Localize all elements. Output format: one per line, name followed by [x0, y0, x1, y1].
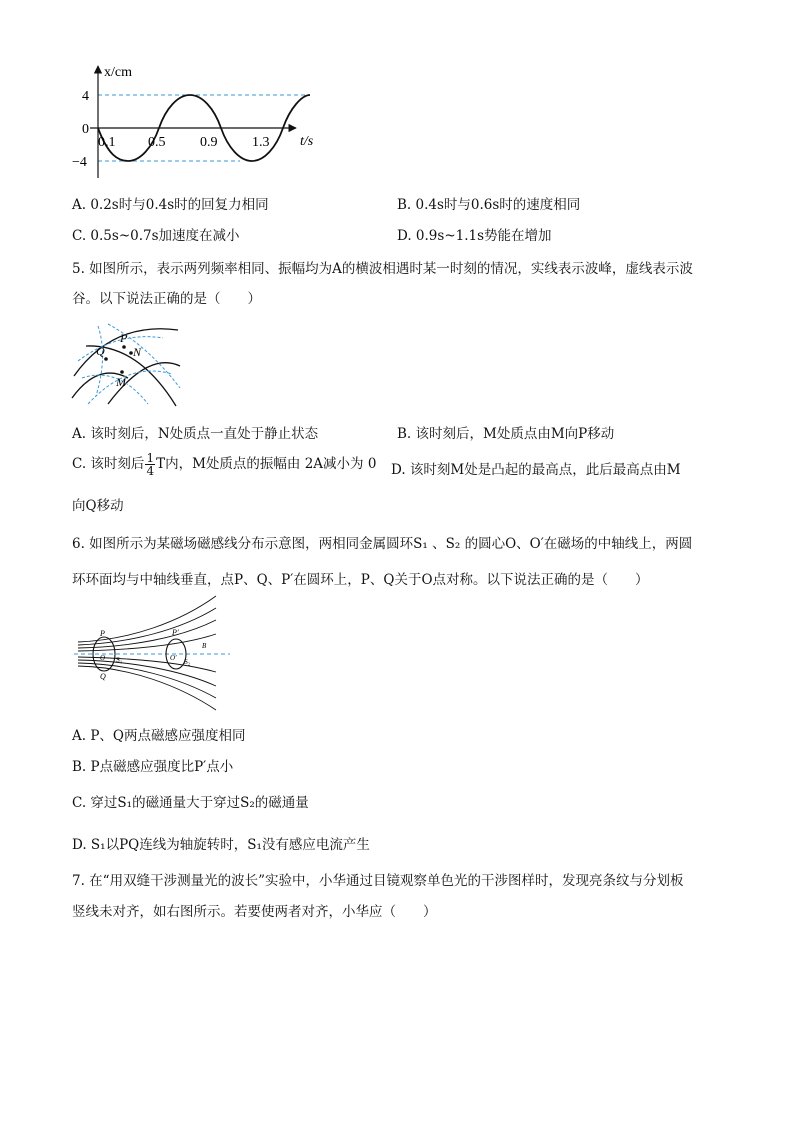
q6-magnetic-field-figure — [70, 592, 240, 712]
x-tick-0.9: 0.9 — [200, 135, 218, 150]
y-axis-label: x/cm — [104, 65, 132, 80]
y-tick-minus-4: −4 — [72, 155, 87, 170]
t-axis-label: t/s — [300, 134, 314, 149]
label-q: Q — [100, 672, 106, 681]
label-p-prime: P′ — [172, 628, 179, 637]
label-b: B — [202, 642, 207, 650]
q5-option-d-line2: 向Q移动 — [72, 498, 124, 514]
trough-arc-5 — [96, 326, 103, 396]
q6-stem-line1: 6. 如图所示为某磁场磁感线分布示意图，两相同金属圆环S₁ 、S₂ 的圆心O、O′在磁场的中轴线上，两圆 — [72, 536, 693, 552]
label-m: M — [116, 375, 126, 389]
q5-wave-interference-figure — [68, 316, 188, 408]
q6-option-b: B. P点磁感应强度比P′点小 — [72, 759, 234, 775]
q6-stem-line2: 环环面均与中轴线垂直，点P、Q、P′在圆环上，P、Q关于O点对称。以下说法正确的是（ ） — [72, 572, 649, 588]
q5-option-c-prefix: C. 该时刻后 — [72, 456, 145, 472]
q5-stem-line2: 谷。以下说法正确的是（ ） — [72, 291, 261, 307]
q6-option-a: A. P、Q两点磁感应强度相同 — [72, 728, 246, 744]
q7-stem-line1: 7. 在“用双缝干涉测量光的波长”实验中，小华通过目镜观察单色光的干涉图样时，发现亮条纹与分划板 — [72, 873, 684, 889]
label-p: P — [100, 629, 105, 638]
label-n: N — [133, 345, 142, 359]
q5-option-c-suffix: T内，M处质点的振幅由 2A减小为 0 — [156, 456, 377, 472]
q4-option-d: D. 0.9s~1.1s势能在增加 — [397, 228, 552, 244]
point-p-dot — [122, 345, 126, 349]
q5-stem-line1: 5. 如图所示，表示两列频率相同、振幅均为A的横波相遇时某一时刻的情况，实线表示波峰，虚线表示波 — [72, 261, 693, 277]
y-tick-4: 4 — [82, 89, 89, 104]
q5-option-b: B. 该时刻后，M处质点由M向P移动 — [397, 426, 615, 442]
q5-option-d-line1: D. 该时刻M处是凸起的最高点，此后最高点由M — [391, 462, 681, 478]
point-q-dot — [104, 357, 108, 361]
field-lines — [78, 596, 216, 710]
label-q: Q — [96, 344, 105, 358]
point-m-dot — [120, 370, 124, 374]
label-s2: S₂ — [184, 658, 191, 666]
q4-option-a: A. 0.2s时与0.4s时的回复力相同 — [72, 197, 269, 213]
label-o: O — [100, 654, 106, 662]
x-tick-0.1: 0.1 — [98, 135, 116, 150]
label-o-prime: O′ — [170, 654, 177, 662]
label-s1: S₁ — [116, 656, 123, 664]
q6-option-d: D. S₁以PQ连线为轴旋转时，S₁没有感应电流产生 — [72, 837, 370, 853]
q5-option-a: A. 该时刻后，N处质点一直处于静止状态 — [72, 426, 319, 442]
y-tick-0: 0 — [82, 122, 89, 137]
q4-displacement-time-graph — [60, 60, 340, 185]
q5-option-c — [72, 452, 376, 477]
label-p: P — [120, 331, 128, 345]
fraction-numerator: 1 — [146, 451, 155, 465]
q6-option-c: C. 穿过S₁的磁通量大于穿过S₂的磁通量 — [72, 795, 309, 811]
x-tick-1.3: 1.3 — [252, 135, 270, 150]
q4-option-b: B. 0.4s时与0.6s时的速度相同 — [397, 197, 581, 213]
quarter-fraction — [145, 452, 155, 477]
q4-option-c: C. 0.5s~0.7s加速度在减小 — [72, 228, 240, 244]
q7-stem-line2: 竖线未对齐，如右图所示。若要使两者对齐，小华应（ ） — [72, 904, 437, 920]
fraction-denominator: 4 — [146, 464, 155, 478]
x-tick-0.5: 0.5 — [148, 135, 166, 150]
